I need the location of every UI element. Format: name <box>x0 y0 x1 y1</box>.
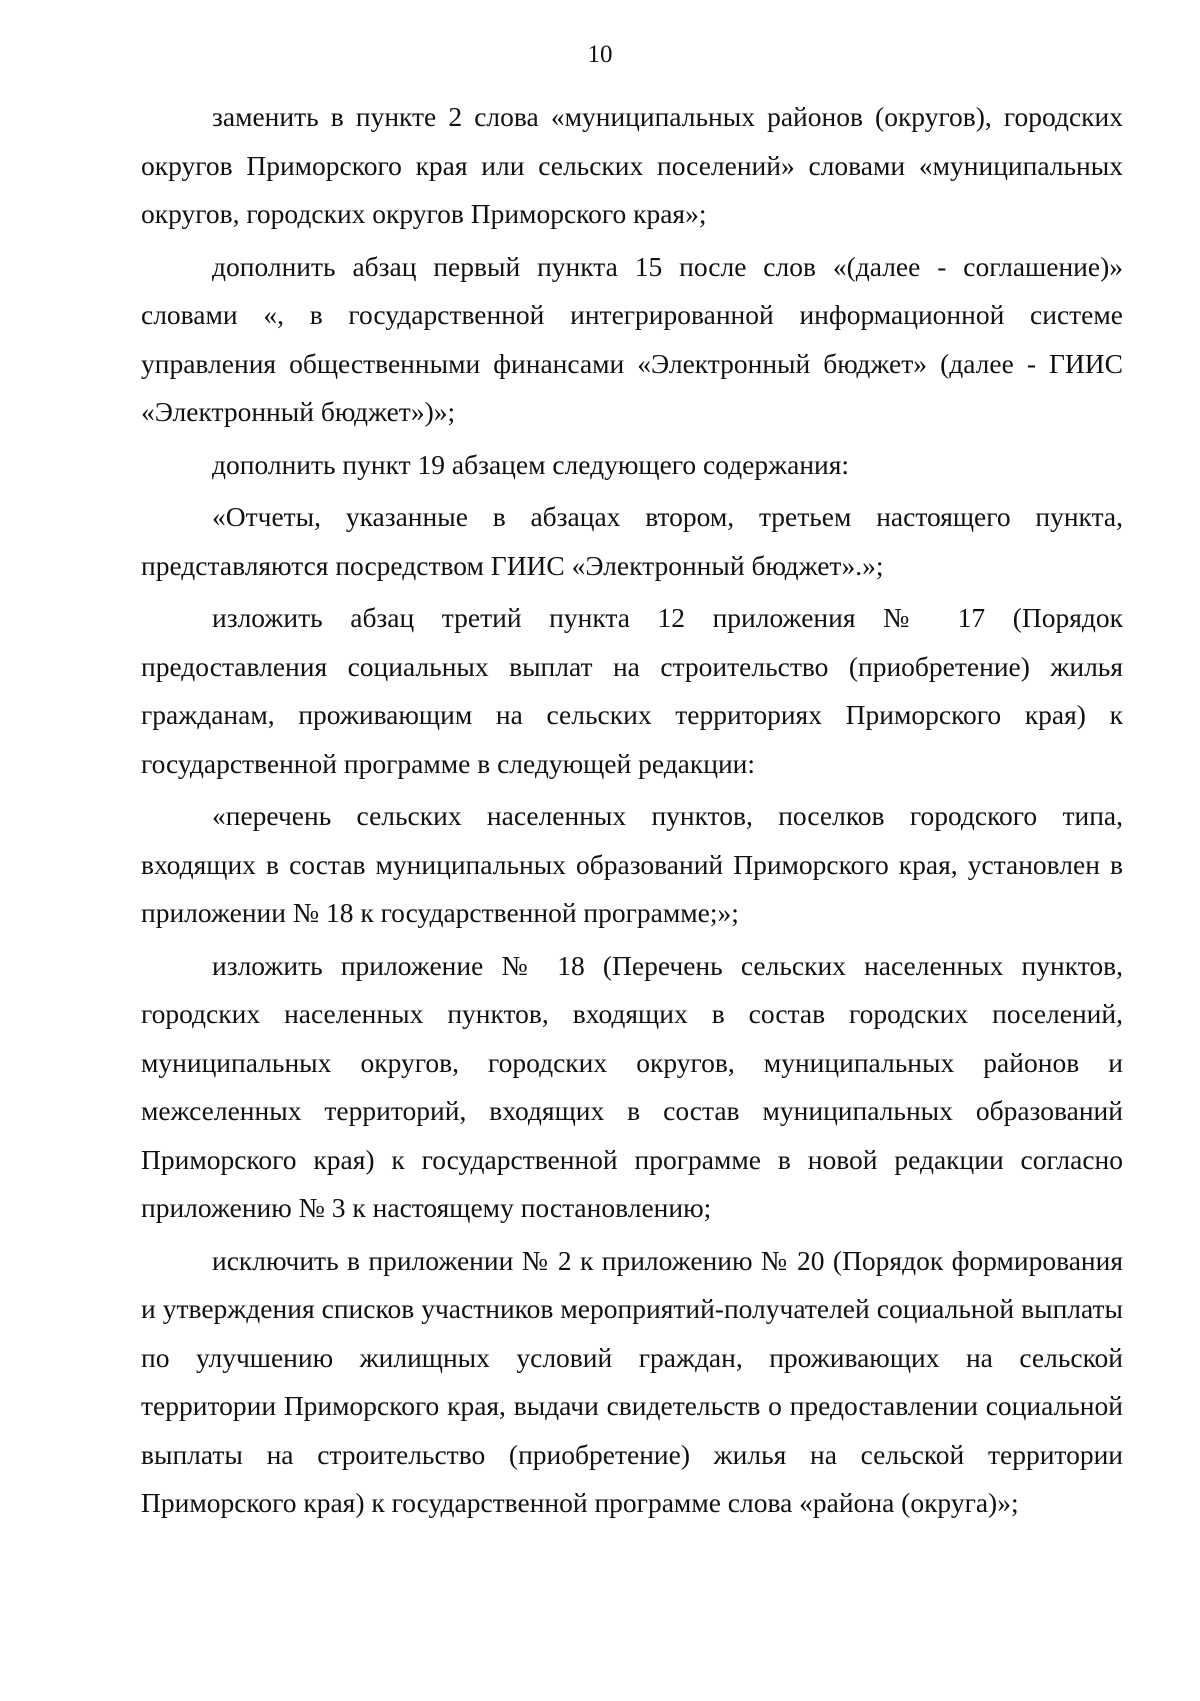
paragraph-5: изложить абзац третий пункта 12 приложения № 17 (Порядок предоставления социальных выплат на строительство (приобретение) жилья гражданам, проживающим на сельских территориях Приморского края) к государственной программе в следующей редакции: <box>141 602 1123 779</box>
paragraph-7: изложить приложение № 18 (Перечень сельских населенных пунктов, городских населенных пунктов, входящих в состав городских поселений, муниципальных округов, городских округов, муниципальных районов и межселенных территорий, входящих в состав муниципальных образований Приморского края) к государственной программе в новой редакции согласно приложению № 3 к настоящему постановлению; <box>141 949 1123 1223</box>
paragraph-8: исключить в приложении № 2 к приложению № 20 (Порядок формирования и утверждения списков участников мероприятий-получателей социальной выплаты по улучшению жилищных условий граждан, проживающих на сельской территории Приморского края, выдачи свидетельств о предоставлении социальной выплаты на строительство (приобретение) жилья на сельской территории Приморского края) к государственной программе слова «района (округа)»; <box>141 1244 1123 1518</box>
document-body <box>141 93 1123 1532</box>
paragraph-4: «Отчеты, указанные в абзацах втором, третьем настоящего пункта, представляются посредством ГИИС «Электронный бюджет».»; <box>141 501 1123 581</box>
paragraph-6: «перечень сельских населенных пунктов, поселков городского типа, входящих в состав муниципальных образований Приморского края, установлен в приложении № 18 к государственной программе;»; <box>141 800 1123 928</box>
page-number: 10 <box>587 41 613 68</box>
paragraph-2: дополнить абзац первый пункта 15 после слов «(далее - соглашение)» словами «, в государственной интегрированной информационной системе управления общественными финансами «Электронный бюджет» (далее - ГИИС «Электронный бюджет»)»; <box>141 250 1123 427</box>
paragraph-1: заменить в пункте 2 слова «муниципальных районов (округов), городских округов Приморского края или сельских поселений» словами «муниципальных округов, городских округов Приморского края»; <box>141 101 1123 229</box>
paragraph-3: дополнить пункт 19 абзацем следующего содержания: <box>212 448 850 480</box>
